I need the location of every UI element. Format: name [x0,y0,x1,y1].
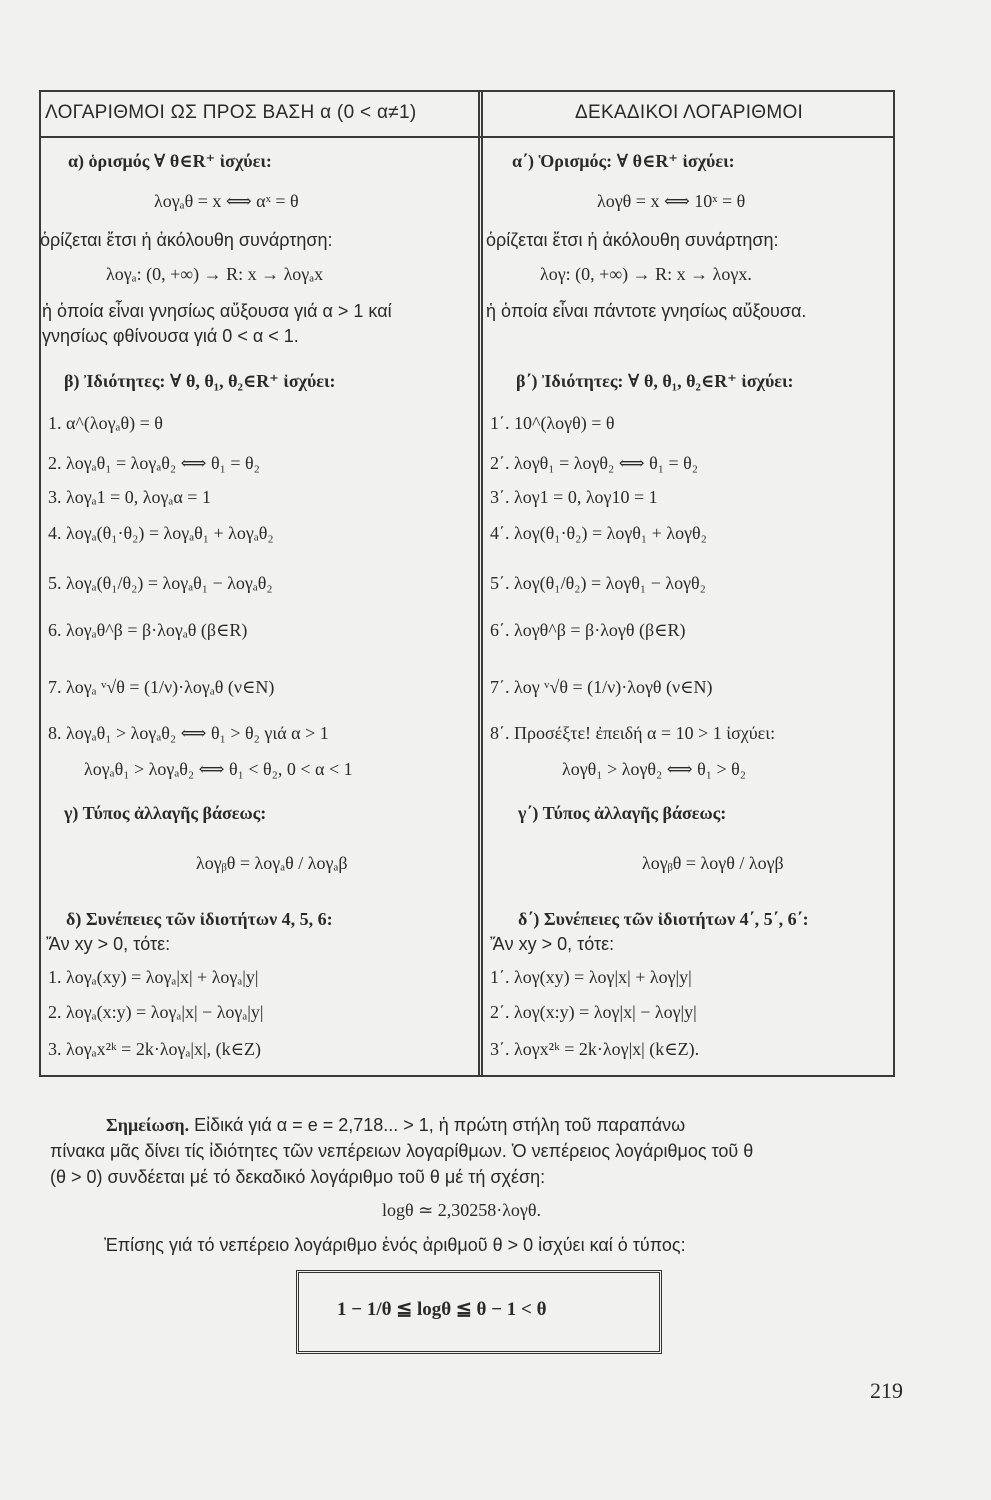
left-consequences-heading: δ) Συνέπειες τῶν ἰδιοτήτων 4, 5, 6: [66,909,333,929]
right-monotonic: ἡ ὁποία εἶναι πάντοτε γνησίως αὔξουσα. [486,301,807,321]
right-property-2: 2΄. λογθ₁ = λογθ₂ ⟺ θ₁ = θ₂ [490,453,699,473]
left-function-intro: ὁρίζεται ἔτσι ἡ ἀκόλουθη συνάρτηση: [40,230,333,250]
left-consequence-2: 2. λογₐ(x:y) = λογₐ|x| − λογₐ|y| [48,1002,264,1022]
left-property-8a: 8. λογₐθ₁ > λογₐθ₂ ⟺ θ₁ > θ₂ γιά α > 1 [48,723,329,743]
page-number: 219 [870,1378,903,1403]
left-property-8b: λογₐθ₁ > λογₐθ₂ ⟺ θ₁ < θ₂, 0 < α < 1 [84,759,353,779]
left-monotonic-1: ἡ ὁποία εἶναι γνησίως αὔξουσα γιά α > 1 καί [42,301,392,321]
right-property-1: 1΄. 10^(λογθ) = θ [490,413,615,433]
left-property-1: 1. α^(λογₐθ) = θ [48,413,163,433]
note-line-2: πίνακα μᾶς δίνει τίς ἰδιότητες τῶν νεπέρειων λογαρίθμων. Ὁ νεπέρειος λογάριθμος τοῦ θ [50,1141,754,1161]
left-property-5: 5. λογₐ(θ₁/θ₂) = λογₐθ₁ − λογₐθ₂ [48,573,273,593]
right-property-8b: λογθ₁ > λογθ₂ ⟺ θ₁ > θ₂ [562,759,747,779]
left-definition-heading: α) ὁρισμός ∀ θ∈R⁺ ἰσχύει: [68,151,272,171]
left-property-3: 3. λογₐ1 = 0, λογₐα = 1 [48,487,211,507]
left-function-mapping: λογₐ: (0, +∞) → R: x → λογₐx [106,264,324,284]
right-definition-heading: α΄) Ὁρισμός: ∀ θ∈R⁺ ἰσχύει: [512,151,735,171]
right-base-change-heading: γ΄) Τύπος ἀλλαγῆς βάσεως: [518,803,727,823]
left-property-6: 6. λογₐθ^β = β·λογₐθ (β∈R) [48,620,248,640]
left-property-4: 4. λογₐ(θ₁·θ₂) = λογₐθ₁ + λογₐθ₂ [48,523,274,543]
left-property-7: 7. λογₐ ᵛ√θ = (1/ν)·λογₐθ (ν∈N) [48,677,275,697]
right-property-8a: 8΄. Προσέξτε! ἐπειδή α = 10 > 1 ἰσχύει: [490,723,776,743]
note-line-1-text: Εἰδικά γιά α = e = 2,718... > 1, ἡ πρώτη στήλη τοῦ παραπάνω [194,1115,686,1135]
note-line-1 [106,1114,685,1136]
right-properties-heading: β΄) Ἰδιότητες: ∀ θ, θ₁, θ₂∈R⁺ ἰσχύει: [516,371,794,391]
right-consequence-3: 3΄. λογx²ᵏ = 2k·λογ|x| (k∈Z). [490,1039,700,1059]
left-consequences-condition: Ἄν xy > 0, τότε: [46,934,171,954]
left-base-change-formula: λογᵦθ = λογₐθ / λογₐβ [196,853,348,873]
right-property-7: 7΄. λογ ᵛ√θ = (1/ν)·λογθ (ν∈N) [490,677,713,697]
right-property-5: 5΄. λογ(θ₁/θ₂) = λογθ₁ − λογθ₂ [490,573,706,593]
left-monotonic-2: γνησίως φθίνουσα γιά 0 < α < 1. [42,326,299,346]
header-rule [41,136,893,138]
right-property-3: 3΄. λογ1 = 0, λογ10 = 1 [490,487,658,507]
right-consequence-2: 2΄. λογ(x:y) = λογ|x| − λογ|y| [490,1002,697,1022]
right-property-4: 4΄. λογ(θ₁·θ₂) = λογθ₁ + λογθ₂ [490,523,707,543]
note-line-4: Ἐπίσης γιά τό νεπέρειο λογάριθμο ἑνός ἀριθμοῦ θ > 0 ἰσχύει καί ὁ τύπος: [104,1235,686,1255]
right-function-mapping: λογ: (0, +∞) → R: x → λογx. [540,264,752,284]
left-consequence-3: 3. λογₐx²ᵏ = 2k·λογₐ|x|, (k∈Z) [48,1039,261,1059]
right-base-change-formula: λογᵦθ = λογθ / λογβ [642,853,784,873]
note-label: Σημείωση. [106,1115,190,1135]
right-property-6: 6΄. λογθ^β = β·λογθ (β∈R) [490,620,686,640]
column-divider [478,92,483,1075]
left-definition-formula: λογₐθ = x ⟺ αˣ = θ [154,191,299,211]
right-column-header: ΔΕΚΑΔΙΚΟΙ ΛΟΓΑΡΙΘΜΟΙ [575,102,804,123]
note-formula: logθ ≃ 2,30258·λογθ. [382,1200,542,1220]
note-line-3: (θ > 0) συνδέεται μέ τό δεκαδικό λογάριθμο τοῦ θ μέ τή σχέση: [50,1167,546,1187]
boxed-inequality: 1 − 1/θ ≦ logθ ≦ θ − 1 < θ [337,1299,547,1320]
left-column-header: ΛΟΓΑΡΙΘΜΟΙ ΩΣ ΠΡΟΣ ΒΑΣΗ α (0 < α≠1) [45,102,417,123]
right-definition-formula: λογθ = x ⟺ 10ˣ = θ [597,191,746,211]
left-consequence-1: 1. λογₐ(xy) = λογₐ|x| + λογₐ|y| [48,967,259,987]
left-property-2: 2. λογₐθ₁ = λογₐθ₂ ⟺ θ₁ = θ₂ [48,453,260,473]
left-properties-heading: β) Ἰδιότητες: ∀ θ, θ₁, θ₂∈R⁺ ἰσχύει: [64,371,336,391]
right-consequence-1: 1΄. λογ(xy) = λογ|x| + λογ|y| [490,967,692,987]
left-base-change-heading: γ) Τύπος ἀλλαγῆς βάσεως: [64,803,267,823]
right-function-intro: ὁρίζεται ἔτσι ἡ ἀκόλουθη συνάρτηση: [486,230,779,250]
right-consequences-heading: δ΄) Συνέπειες τῶν ἰδιοτήτων 4΄, 5΄, 6΄: [518,909,809,929]
right-consequences-condition: Ἄν xy > 0, τότε: [490,934,615,954]
boxed-inequality-frame [296,1270,662,1354]
